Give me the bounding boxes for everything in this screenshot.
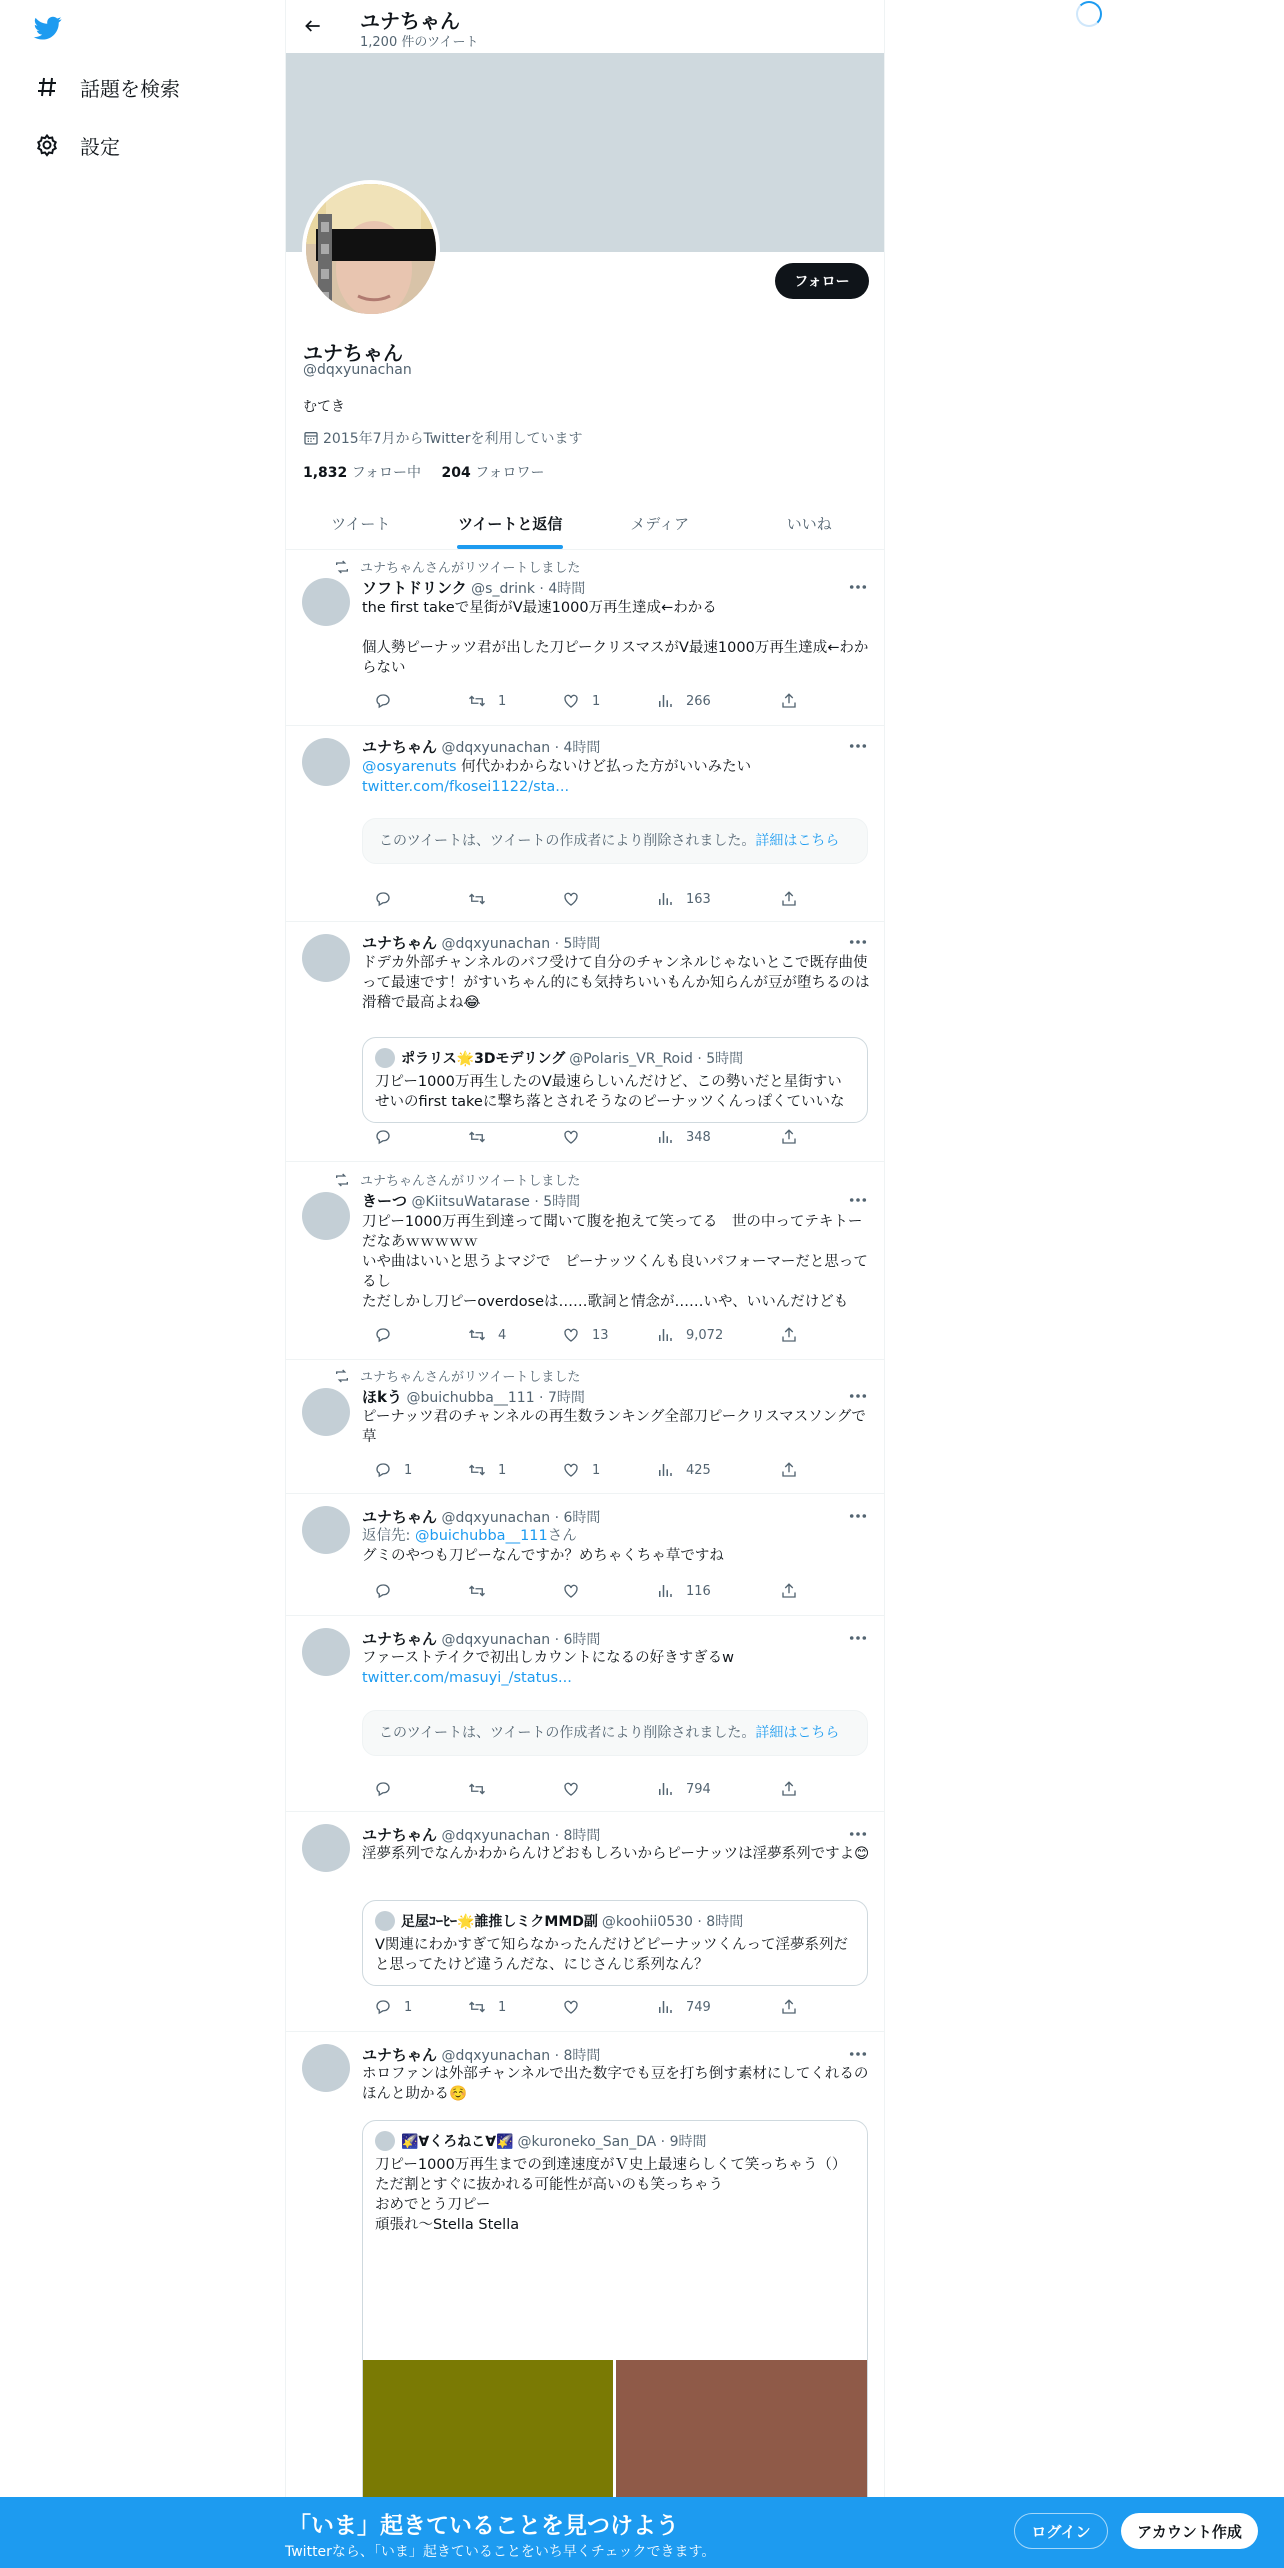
views-icon xyxy=(656,1326,674,1344)
heart-icon xyxy=(562,890,580,908)
retweet-icon xyxy=(468,1582,486,1600)
deleted-text: このツイートは、ツイートの作成者により削除されました。 xyxy=(379,1725,756,1741)
retweet-button[interactable] xyxy=(456,1998,506,2016)
tweet-header xyxy=(362,1824,600,1845)
tweet-author-name[interactable]: ユナちゃん xyxy=(362,1826,438,1844)
nav-settings[interactable] xyxy=(34,125,120,165)
views-count: 116 xyxy=(686,1583,711,1599)
signup-bar-title: 「いま」起きていることを見つけよう xyxy=(288,2513,679,2539)
views-count: 9,072 xyxy=(686,1327,724,1343)
mention-link[interactable]: @osyarenuts xyxy=(362,759,457,775)
tweet-actions xyxy=(362,1461,802,1481)
nav-explore[interactable] xyxy=(34,67,180,107)
follow-button[interactable]: フォロー xyxy=(775,263,869,299)
loading-spinner-icon xyxy=(1076,1,1102,27)
heart-icon xyxy=(562,1461,580,1479)
tweet-meta: @dqxyunachan · 8時間 xyxy=(441,1828,601,1844)
tweet-meta: @dqxyunachan · 8時間 xyxy=(441,2048,601,2064)
tweet-actions xyxy=(362,1128,802,1148)
tab-tweets-and-replies[interactable]: ツイートと返信 xyxy=(436,497,586,549)
tweet-author-name[interactable]: ユナちゃん xyxy=(362,1630,438,1648)
reply-button[interactable] xyxy=(362,1461,412,1479)
tweet-author-name[interactable]: ユナちゃん xyxy=(362,934,438,952)
views-button[interactable] xyxy=(644,1998,711,2016)
quote-body xyxy=(363,2121,867,2245)
quote-header xyxy=(375,2131,855,2151)
followers-link[interactable] xyxy=(442,465,545,481)
share-button[interactable] xyxy=(768,1780,798,1798)
hashtag-icon xyxy=(34,74,60,100)
tweet-avatar[interactable] xyxy=(302,1506,350,1554)
share-icon xyxy=(780,1128,798,1146)
heart-icon xyxy=(562,1998,580,2016)
more-options-icon[interactable] xyxy=(848,1389,868,1403)
tweet-author-name[interactable]: ユナちゃん xyxy=(362,2046,438,2064)
reply-to-link[interactable]: @buichubba__111 xyxy=(415,1528,548,1544)
tweet-actions xyxy=(362,1998,802,2018)
views-button[interactable] xyxy=(644,890,711,908)
tab-tweets[interactable]: ツイート xyxy=(331,514,391,533)
deleted-text: このツイートは、ツイートの作成者により削除されました。 xyxy=(379,833,756,849)
retweet-button[interactable] xyxy=(456,692,506,710)
replies-count: 1 xyxy=(404,1462,413,1478)
retweets-count: 1 xyxy=(498,1999,507,2015)
quoted-tweet[interactable] xyxy=(362,1900,868,1986)
tweet[interactable] xyxy=(286,2032,884,2568)
more-options-icon[interactable] xyxy=(848,1193,868,1207)
views-count: 794 xyxy=(686,1781,711,1797)
views-count: 425 xyxy=(686,1462,711,1478)
tweet-actions xyxy=(362,890,802,910)
tweet-text: ドデカ外部チャンネルのバフ受けて自分のチャンネルじゃないとこで既存曲使って最速です！がすいちゃん的にも気持ちいいもんか知らんが豆が堕ちるのは滑稽で最高よね😂 xyxy=(362,955,870,1011)
more-options-icon[interactable] xyxy=(848,739,868,753)
views-icon xyxy=(656,692,674,710)
quote-author-name: ポラリス🌟3Dモデリング xyxy=(401,1051,566,1067)
reply-icon xyxy=(374,1461,392,1479)
tweet[interactable] xyxy=(286,1616,884,1812)
share-icon xyxy=(780,1582,798,1600)
back-arrow-icon[interactable] xyxy=(300,13,326,39)
tweet-header xyxy=(362,1506,600,1527)
share-button[interactable] xyxy=(768,692,798,710)
tweet-actions xyxy=(362,692,802,712)
retweets-count: 1 xyxy=(498,693,507,709)
like-button[interactable] xyxy=(550,890,580,908)
follow-stats xyxy=(303,462,561,482)
like-button[interactable] xyxy=(550,1998,580,2016)
tweet-avatar[interactable] xyxy=(302,738,350,786)
following-link[interactable] xyxy=(303,465,421,481)
tweet-avatar[interactable] xyxy=(302,1388,350,1436)
retweet-indicator xyxy=(334,1366,580,1385)
reply-icon xyxy=(374,692,392,710)
views-icon xyxy=(656,1461,674,1479)
retweet-button[interactable] xyxy=(456,1461,506,1479)
like-button[interactable] xyxy=(550,1461,600,1479)
signup-button[interactable]: アカウント作成 xyxy=(1121,2513,1258,2549)
tweet-text xyxy=(362,1648,872,1688)
tweet[interactable] xyxy=(286,726,884,922)
views-count: 749 xyxy=(686,1999,711,2015)
tweet[interactable] xyxy=(286,1494,884,1616)
tweet[interactable] xyxy=(286,550,884,726)
followers-label: フォロワー xyxy=(475,465,545,481)
reply-prefix: 返信先: xyxy=(362,1528,415,1544)
deleted-quote-notice xyxy=(362,818,868,864)
like-button[interactable] xyxy=(550,692,600,710)
share-button[interactable] xyxy=(768,1461,798,1479)
share-icon xyxy=(780,890,798,908)
tweet-text: the first takeで星街がV最速1000万再生達成←わかる 個人勢ピーナッツ君が出した刀ピークリスマスがV最速1000万再生達成←わからない xyxy=(362,600,869,676)
reply-button[interactable] xyxy=(362,1128,392,1146)
heart-icon xyxy=(562,1128,580,1146)
tweet-body: ファーストテイクで初出しカウントになるの好きすぎるw xyxy=(362,1650,735,1666)
retweet-button[interactable] xyxy=(456,1326,506,1344)
joined-text: 2015年7月からTwitterを利用しています xyxy=(323,431,583,447)
views-count: 266 xyxy=(686,693,711,709)
share-icon xyxy=(780,1326,798,1344)
profile-bio: むてき xyxy=(303,399,345,415)
nav-explore-label: 話題を検索 xyxy=(80,76,180,101)
heart-icon xyxy=(562,1582,580,1600)
heart-icon xyxy=(562,692,580,710)
quote-header xyxy=(375,1048,855,1068)
tweet-url-link[interactable]: twitter.com/fkosei1122/sta... xyxy=(362,779,570,795)
tweet-header xyxy=(362,1628,600,1649)
quote-header xyxy=(375,1911,855,1931)
retweet-indicator xyxy=(334,557,580,576)
reply-icon xyxy=(374,1998,392,2016)
views-icon xyxy=(656,1582,674,1600)
share-icon xyxy=(780,692,798,710)
tweet-text: 刀ピー1000万再生到達って聞いて腹を抱えて笑ってる 世の中ってテキトーだなあｗｗｗｗｗ いや曲はいいと思うよマジで ピーナッツくんも良いパフォーマーだと思ってるし ただしかし刀ピーoverdoseは……歌詞と情念が……いや、いいんだけども xyxy=(362,1214,868,1310)
tweet-meta: @KiitsuWatarase · 5時間 xyxy=(411,1194,581,1210)
signup-bottom-bar xyxy=(0,2497,1284,2568)
views-button[interactable] xyxy=(644,1582,711,1600)
retweet-icon xyxy=(468,1128,486,1146)
views-icon xyxy=(656,1998,674,2016)
views-button[interactable] xyxy=(644,1461,711,1479)
tweet-header xyxy=(362,1386,585,1407)
views-icon xyxy=(656,890,674,908)
signup-bar-subtitle: Twitterなら、「いま」起きていることをいち早くチェックできます。 xyxy=(285,2544,716,2560)
retweet-indicator xyxy=(334,1170,580,1189)
quote-avatar xyxy=(375,1911,395,1931)
reply-icon xyxy=(374,1326,392,1344)
tweet-text: ホロファンは外部チャンネルで出た数字でも豆を打ち倒す素材にしてくれるのほんと助かる☺️ xyxy=(362,2066,869,2102)
followers-count: 204 xyxy=(441,465,471,481)
quote-author-name: 🌠∀くろねこ∀🌠 xyxy=(401,2134,514,2150)
following-count: 1,832 xyxy=(303,465,348,481)
views-button[interactable] xyxy=(644,1128,711,1146)
tweet-url-link[interactable]: twitter.com/masuyi_/status... xyxy=(362,1670,572,1686)
tweet-header xyxy=(362,736,600,757)
likes-count: 1 xyxy=(592,693,601,709)
quote-text: 刀ピー1000万再生したのV最速らしいんだけど、この勢いだと星街すいせいのfirst takeに撃ち落とされそうなのピーナッツくんっぽくていいな xyxy=(375,1074,845,1110)
tweet-author-name[interactable]: ソフトドリンク xyxy=(362,579,467,597)
quote-avatar xyxy=(375,2131,395,2151)
reply-button[interactable] xyxy=(362,692,392,710)
likes-count: 1 xyxy=(592,1462,601,1478)
quote-meta: @koohii0530 · 8時間 xyxy=(601,1914,744,1930)
retweets-count: 4 xyxy=(498,1327,507,1343)
heart-icon xyxy=(562,1780,580,1798)
tweet-text xyxy=(362,757,872,797)
reply-button[interactable] xyxy=(362,1998,412,2016)
login-button[interactable]: ログイン xyxy=(1014,2513,1108,2549)
tweet-meta: @s_drink · 4時間 xyxy=(471,581,586,597)
reply-button[interactable] xyxy=(362,1326,392,1344)
retweet-button[interactable] xyxy=(456,1780,486,1798)
more-options-icon[interactable] xyxy=(848,2047,868,2061)
views-icon xyxy=(656,1128,674,1146)
retweets-count: 1 xyxy=(498,1462,507,1478)
tweet-meta: @dqxyunachan · 6時間 xyxy=(441,1632,601,1648)
share-button[interactable] xyxy=(768,1998,798,2016)
tweet-author-name[interactable]: ユナちゃん xyxy=(362,738,438,756)
tweet[interactable] xyxy=(286,1162,884,1360)
replies-count: 1 xyxy=(404,1999,413,2015)
reply-icon xyxy=(374,1128,392,1146)
like-button[interactable] xyxy=(550,1780,580,1798)
profile-avatar[interactable] xyxy=(302,180,440,318)
reply-button[interactable] xyxy=(362,890,392,908)
heart-icon xyxy=(562,1326,580,1344)
like-button[interactable] xyxy=(550,1326,609,1344)
learn-more-link[interactable]: 詳細はこちら xyxy=(755,1725,840,1741)
retweeted-by-text: ユナちゃんさんがリツイートしました xyxy=(360,1174,581,1189)
retweet-icon xyxy=(334,1368,350,1384)
retweet-icon xyxy=(468,1780,486,1798)
tweet-avatar[interactable] xyxy=(302,2044,350,2092)
tweet-actions xyxy=(362,1326,802,1346)
more-options-icon[interactable] xyxy=(848,1509,868,1523)
reply-icon xyxy=(374,1582,392,1600)
retweet-icon xyxy=(468,1461,486,1479)
tweet[interactable] xyxy=(286,1360,884,1494)
share-icon xyxy=(780,1998,798,2016)
tweet-meta: @buichubba__111 · 7時間 xyxy=(406,1390,585,1406)
reply-button[interactable] xyxy=(362,1780,392,1798)
tweet-text: グミのやつも刀ピーなんですか？めちゃくちゃ草ですね xyxy=(362,1548,724,1564)
tweet-header xyxy=(362,2044,600,2065)
likes-count: 13 xyxy=(592,1327,609,1343)
share-button[interactable] xyxy=(768,1128,798,1146)
retweeted-by-text: ユナちゃんさんがリツイートしました xyxy=(360,1370,581,1385)
tweet-body: 何代かわからないけど払った方がいいみたい xyxy=(456,759,752,775)
gear-icon xyxy=(34,132,60,158)
tweet-text: ピーナッツ君のチャンネルの再生数ランキング全部刀ピークリスマスソングで草 xyxy=(362,1409,866,1445)
tweet-author-name[interactable]: ユナちゃん xyxy=(362,1508,438,1526)
quote-author-name: 足屋ｺｰﾋｰ🌟誰推しミクMMD副 xyxy=(401,1914,598,1930)
retweet-icon xyxy=(468,1998,486,2016)
tweet-meta: @dqxyunachan · 4時間 xyxy=(441,740,601,756)
tweet[interactable] xyxy=(286,922,884,1162)
profile-handle: @dqxyunachan xyxy=(303,362,412,378)
tab-likes[interactable]: いいね xyxy=(786,514,832,533)
more-options-icon[interactable] xyxy=(848,1827,868,1841)
reply-icon xyxy=(374,890,392,908)
tweet-count: 1,200 件のツイート xyxy=(360,35,479,50)
tweet-avatar[interactable] xyxy=(302,1192,350,1240)
share-button[interactable] xyxy=(768,1326,798,1344)
quoted-tweet[interactable] xyxy=(362,1037,868,1123)
main-column xyxy=(285,0,885,2568)
tweet-meta: @dqxyunachan · 5時間 xyxy=(441,936,601,952)
header-title: ユナちゃん xyxy=(360,9,460,33)
quote-avatar xyxy=(375,1048,395,1068)
tweet-header xyxy=(362,1190,580,1211)
tweet-actions xyxy=(362,1582,802,1602)
reply-suffix: さん xyxy=(547,1528,577,1544)
views-count: 163 xyxy=(686,891,711,907)
share-button[interactable] xyxy=(768,890,798,908)
retweet-icon xyxy=(334,559,350,575)
tweet-header xyxy=(362,577,585,598)
tab-media[interactable]: メディア xyxy=(630,514,690,533)
profile-name: ユナちゃん xyxy=(303,341,403,365)
tweet-avatar[interactable] xyxy=(302,578,350,626)
retweet-icon xyxy=(468,890,486,908)
tweet-author-name[interactable]: きーつ xyxy=(362,1192,408,1210)
quote-meta: @kuroneko_San_DA · 9時間 xyxy=(517,2134,707,2150)
tweet-meta: @dqxyunachan · 6時間 xyxy=(441,1510,601,1526)
quote-text: V関連にわかすぎて知らなかったんだけどピーナッツくんって淫夢系列だと思ってたけど違うんだな、にじさんじ系列なん？ xyxy=(375,1937,849,1973)
reply-icon xyxy=(374,1780,392,1798)
quote-meta: @Polaris_VR_Roid · 5時間 xyxy=(569,1051,744,1067)
nav-settings-label: 設定 xyxy=(80,134,120,159)
tweet[interactable] xyxy=(286,1812,884,2032)
retweet-button[interactable] xyxy=(456,890,486,908)
profile-header-bar xyxy=(286,0,884,53)
calendar-icon xyxy=(303,430,319,446)
reply-button[interactable] xyxy=(362,1582,392,1600)
like-button[interactable] xyxy=(550,1128,580,1146)
more-options-icon[interactable] xyxy=(848,935,868,949)
retweeted-by-text: ユナちゃんさんがリツイートしました xyxy=(360,561,581,576)
retweet-icon xyxy=(468,1326,486,1344)
views-button[interactable] xyxy=(644,1780,711,1798)
views-button[interactable] xyxy=(644,692,711,710)
learn-more-link[interactable]: 詳細はこちら xyxy=(755,833,840,849)
tweet-author-name[interactable]: ほkう xyxy=(362,1388,402,1406)
like-button[interactable] xyxy=(550,1582,580,1600)
views-count: 348 xyxy=(686,1129,711,1145)
tweet-header xyxy=(362,932,600,953)
tweet-avatar[interactable] xyxy=(302,1824,350,1872)
joined-date xyxy=(303,428,582,448)
retweet-button[interactable] xyxy=(456,1128,486,1146)
share-icon xyxy=(780,1780,798,1798)
retweet-button[interactable] xyxy=(456,1582,486,1600)
views-icon xyxy=(656,1780,674,1798)
retweet-icon xyxy=(334,1172,350,1188)
tweet-text: 淫夢系列でなんかわからんけどおもしろいからピーナッツは淫夢系列ですよ😊 xyxy=(362,1846,870,1862)
share-button[interactable] xyxy=(768,1582,798,1600)
more-options-icon[interactable] xyxy=(848,580,868,594)
tweet-avatar[interactable] xyxy=(302,1628,350,1676)
twitter-logo-icon[interactable] xyxy=(32,14,64,42)
views-button[interactable] xyxy=(644,1326,723,1344)
retweet-icon xyxy=(468,692,486,710)
reply-context xyxy=(362,1526,872,1546)
following-label: フォロー中 xyxy=(351,465,422,481)
more-options-icon[interactable] xyxy=(848,1631,868,1645)
quote-text: 刀ピー1000万再生までの到達速度がＶ史上最速らしくて笑っちゃう（） ただ割とすぐに抜かれる可能性が高いのも笑っちゃう おめでとう刀ピー 頑張れ〜Stella Stella xyxy=(375,2157,847,2233)
share-icon xyxy=(780,1461,798,1479)
profile-tabs xyxy=(286,497,884,550)
deleted-quote-notice xyxy=(362,1710,868,1756)
tweet-actions xyxy=(362,1780,802,1800)
tweet-avatar[interactable] xyxy=(302,934,350,982)
